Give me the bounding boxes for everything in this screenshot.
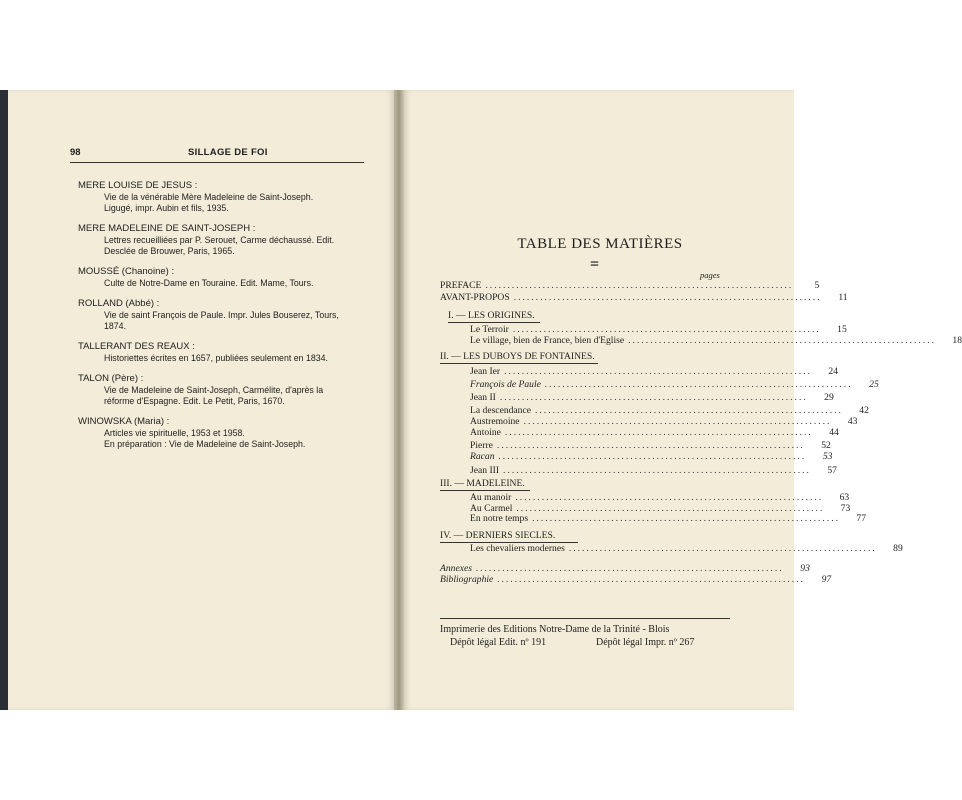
pages-column-label: pages: [700, 270, 720, 280]
bib-line: Desclée de Brouwer, Paris, 1965.: [104, 246, 235, 256]
toc-label: Les chevaliers modernes: [470, 543, 565, 554]
toc-page: 57: [827, 465, 837, 476]
imprint-printer: Imprimerie des Editions Notre-Dame de la Trinité - Blois: [440, 624, 670, 635]
bib-entry: [78, 341, 368, 364]
toc-page: 24: [828, 366, 838, 377]
bib-line: Vie de la vénérable Mère Madeleine de Saint-Joseph.: [104, 192, 314, 202]
bib-author: TALON (Père) :: [78, 373, 144, 384]
toc-label: Antoine: [470, 427, 501, 438]
toc-title: TABLE DES MATIÈRES: [517, 236, 683, 252]
toc-label: Jean II: [470, 392, 496, 403]
bib-entry: [78, 223, 368, 257]
toc-page: 63: [839, 492, 850, 503]
toc-label: Annexes: [440, 563, 472, 574]
section-heading: IV. — DERNIERS SIECLES.: [440, 530, 556, 541]
bib-author: ROLLAND (Abbé) :: [78, 298, 160, 309]
section-rule: [448, 322, 540, 323]
bib-entry: [78, 180, 368, 214]
toc-row-avant-propos: AVANT-PROPOS ...................................................................... 11: [440, 292, 848, 303]
imprint-depot-edit: Dépôt légal Edit. nº 191: [450, 637, 547, 648]
toc-row: Les chevaliers modernes ...................................................................... 89: [470, 543, 903, 554]
toc-row: Au Carmel ...................................................................... 73: [470, 503, 851, 514]
bib-author: WINOWSKA (Maria) :: [78, 416, 170, 427]
toc-row: Jean III ...................................................................... 57: [470, 465, 837, 476]
toc-label: Pierre: [470, 440, 493, 451]
book-spine: [394, 90, 404, 710]
toc-label: Racan: [470, 451, 495, 462]
toc-page: 97: [821, 574, 832, 585]
toc-page: 89: [893, 543, 903, 554]
toc-page: 43: [847, 416, 858, 427]
toc-label: La descendance: [470, 405, 531, 416]
bib-line: 1874.: [104, 321, 127, 331]
bib-author: MERE MADELEINE DE SAINT-JOSEPH :: [78, 223, 256, 234]
section-heading: III. — MADELEINE.: [440, 478, 525, 489]
toc-label: En notre temps: [470, 513, 529, 524]
toc-row: La descendance ...................................................................... 42: [470, 405, 869, 416]
bib-line: Vie de Madeleine de Saint-Joseph, Carmélite, d'après la: [104, 385, 324, 395]
toc-label: Jean Ier: [470, 366, 501, 377]
toc-label: Bibliographie: [440, 574, 494, 585]
bib-author: MERE LOUISE DE JESUS :: [78, 180, 198, 191]
toc-row: Jean Ier ...................................................................... 24: [470, 366, 838, 377]
toc-label: Le Terroir: [470, 324, 509, 335]
toc-page: 29: [824, 392, 834, 403]
toc-page: 52: [821, 440, 831, 451]
bib-line: Articles vie spirituelle, 1953 et 1958.: [104, 428, 245, 438]
toc-page: 11: [838, 292, 848, 303]
bibliography-list: [78, 180, 368, 459]
bib-line: Vie de saint François de Paule. Impr. Jules Bouserez, Tours,: [104, 310, 339, 320]
toc-row: Jean II ...................................................................... 29: [470, 392, 834, 403]
bib-line: Culte de Notre-Dame en Touraine. Edit. Mame, Tours.: [104, 278, 314, 288]
toc-row-annexes: Annexes ...................................................................... 93: [440, 563, 810, 574]
toc-label: Austremoine: [470, 416, 520, 427]
toc-row-bibliographie: Bibliographie ...................................................................... 97: [440, 574, 832, 585]
bib-line: réforme d'Espagne. Edit. Le Petit, Paris, 1670.: [104, 396, 285, 406]
bib-entry: [78, 298, 368, 332]
bib-line: Historiettes écrites en 1657, publiées seulement en 1834.: [104, 353, 328, 363]
toc-row: Au manoir ...................................................................... 63: [470, 492, 850, 503]
toc-row: Le Terroir ...................................................................... 15: [470, 324, 847, 335]
page-number: 98: [70, 147, 81, 158]
toc-row: Racan ...................................................................... 53: [470, 451, 833, 462]
toc-label: Au manoir: [470, 492, 512, 503]
bib-author: MOUSSÉ (Chanoine) :: [78, 266, 175, 277]
toc-page: 5: [814, 280, 820, 291]
toc-row: François de Paule ...................................................................... 25: [470, 379, 879, 390]
imprint-depot-impr: Dépôt légal Impr. nº 267: [596, 637, 695, 648]
toc-label: Le village, bien de France, bien d'Eglise: [470, 335, 625, 346]
toc-label: François de Paule: [470, 379, 541, 390]
toc-page: 25: [869, 379, 879, 390]
toc-row: En notre temps ...................................................................... 77: [470, 513, 866, 524]
toc-row: Le village, bien de France, bien d'Eglise ...................................................................... 18: [470, 335, 962, 346]
toc-page: 93: [800, 563, 810, 574]
bib-author: TALLERANT DES REAUX :: [78, 341, 195, 352]
imprint-rule: [440, 618, 730, 619]
toc-page: 18: [952, 335, 962, 346]
section-heading: I. — LES ORIGINES.: [448, 310, 535, 321]
bib-entry: [78, 266, 368, 289]
toc-row: Austremoine ...................................................................... 43: [470, 416, 858, 427]
bib-line: En préparation : Vie de Madeleine de Saint-Joseph.: [104, 439, 306, 449]
toc-page: 15: [837, 324, 847, 335]
toc-page: 44: [829, 427, 839, 438]
toc-row: Pierre ...................................................................... 52: [470, 440, 831, 451]
toc-row: Antoine ...................................................................... 44: [470, 427, 839, 438]
toc-label: Jean III: [470, 465, 500, 476]
section-rule: [440, 363, 598, 364]
bib-entry: [78, 373, 368, 407]
toc-label: AVANT-PROPOS: [440, 292, 510, 303]
toc-page: 77: [856, 513, 866, 524]
toc-label: Au Carmel: [470, 503, 513, 514]
section-heading: II. — LES DUBOYS DE FONTAINES.: [440, 351, 595, 362]
title-ornament: =: [590, 256, 600, 273]
bib-line: Ligugé, impr. Aubin et fils, 1935.: [104, 203, 229, 213]
bib-line: Lettres recueilliées par P. Serouet, Carme déchaussé. Edit.: [104, 235, 335, 245]
header-rule: [70, 162, 364, 163]
toc-page: 42: [859, 405, 869, 416]
section-rule: [440, 490, 530, 491]
running-title: SILLAGE DE FOI: [188, 147, 268, 158]
toc-page: 73: [840, 503, 851, 514]
toc-label: PREFACE: [440, 280, 482, 291]
bib-entry: [78, 416, 368, 450]
toc-row-preface: PREFACE ...................................................................... 5: [440, 280, 820, 291]
toc-page: 53: [822, 451, 833, 462]
